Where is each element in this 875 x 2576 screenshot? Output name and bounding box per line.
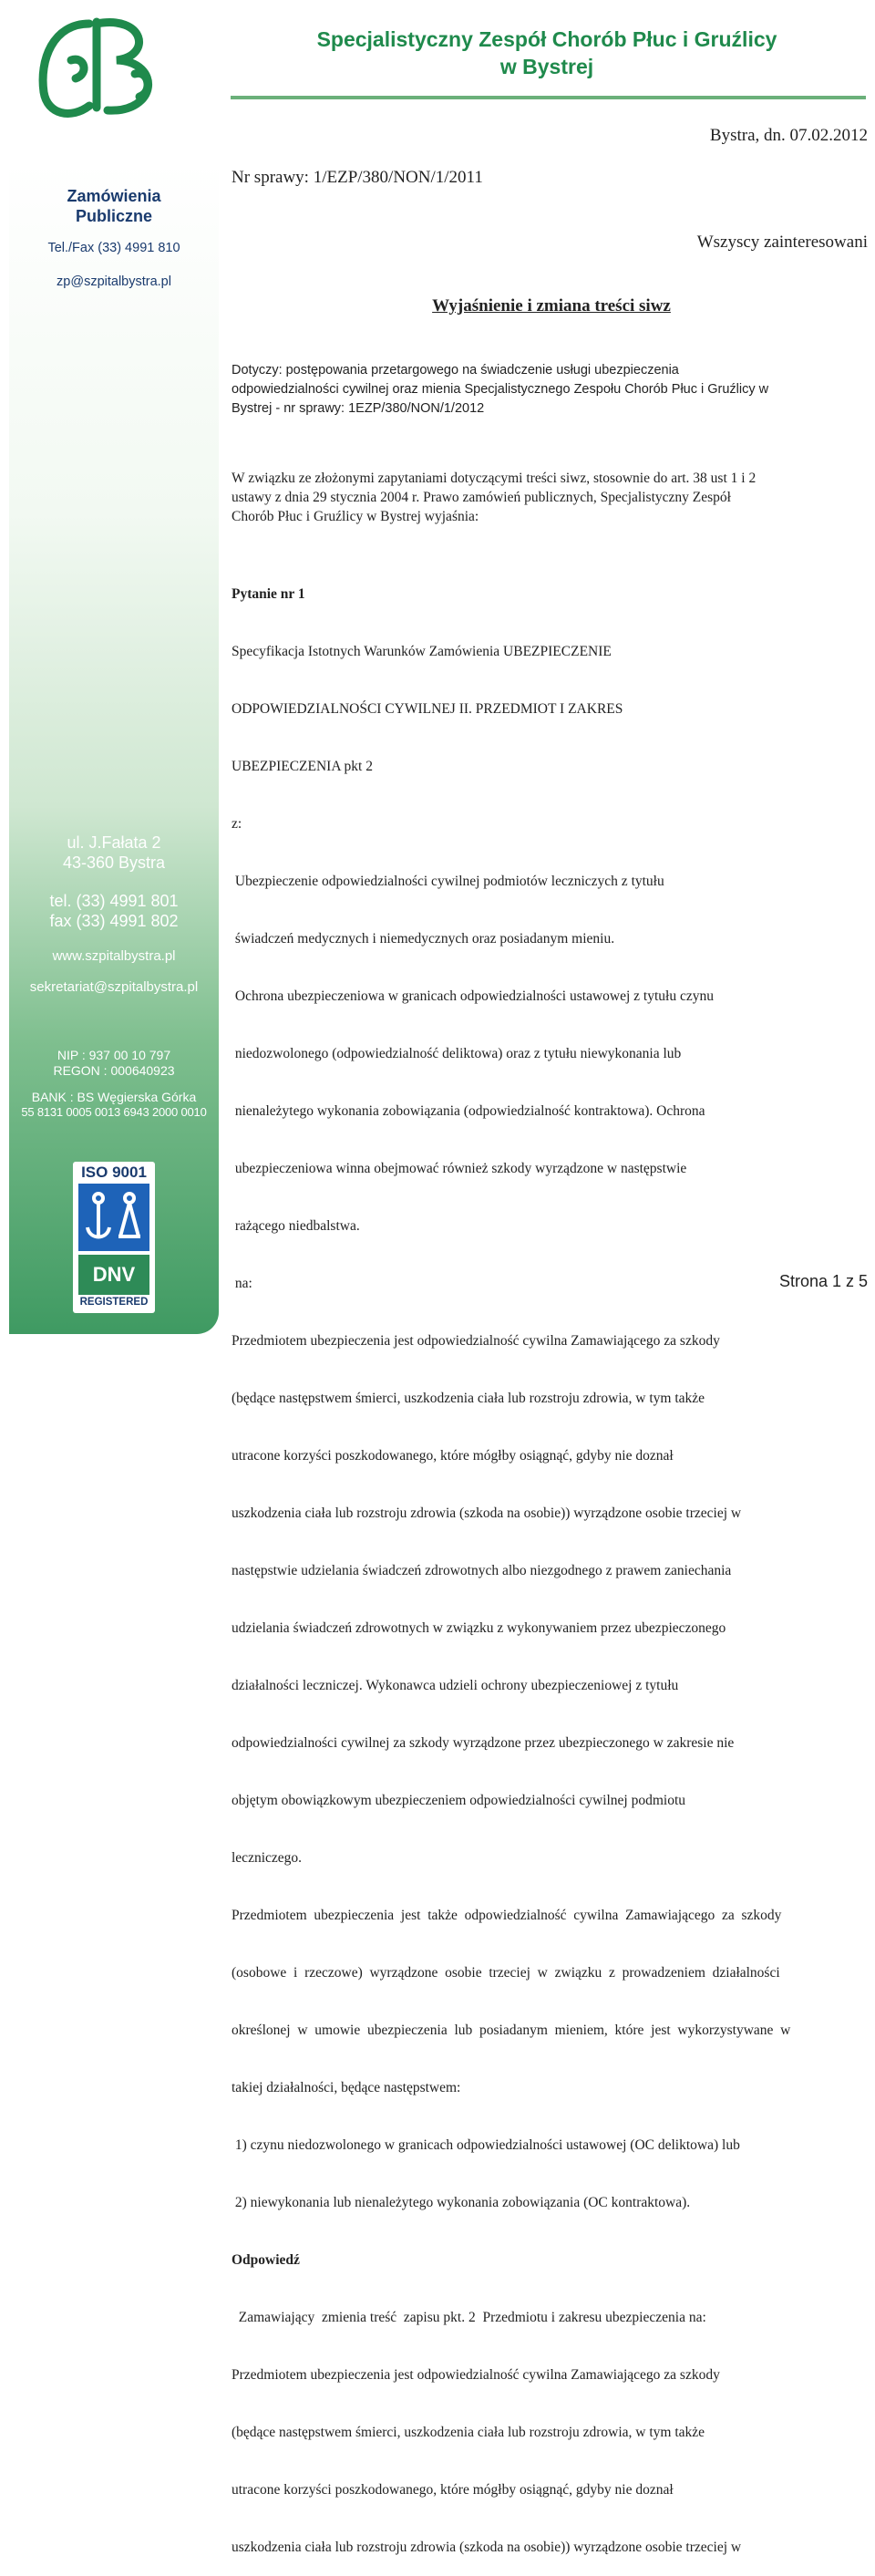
document-heading: Wyjaśnienie i zmiana treści siwz — [432, 296, 671, 316]
text-line: leczniczego. — [232, 1850, 303, 1866]
iso-label: ISO 9001 — [81, 1164, 147, 1181]
text-line: Ochrona ubezpieczeniowa w granicach odpowiedzialności ustawowej z tytułu czynu — [232, 988, 714, 1004]
text-line: Chorób Płuc i Gruźlicy w Bystrej wyjaśnia: — [232, 509, 479, 524]
text-line: uszkodzenia ciała lub rozstroju zdrowia (szkoda na osobie)) wyrządzone osobie trzeciej w — [232, 1505, 742, 1521]
text-line: ODPOWIEDZIALNOŚCI CYWILNEJ II. PRZEDMIOT I ZAKRES — [232, 701, 623, 717]
sidebar — [9, 162, 219, 1334]
dnv-logo — [78, 1255, 149, 1295]
question-title: Pytanie nr 1 — [232, 586, 305, 602]
bank-name: BANK : BS Węgierska Górka — [31, 1090, 197, 1104]
text-line: (osobowe i rzeczowe) wyrządzone osobie trzeciej w związku z prowadzeniem działalności — [232, 1965, 780, 1981]
text-line: ubezpieczeniowa winna obejmować również szkody wyrządzone w następstwie — [232, 1161, 687, 1176]
text-line: określonej w umowie ubezpieczenia lub posiadanym mieniem, które jest wykorzystywane w — [232, 2023, 791, 2038]
department-phone: Tel./Fax (33) 4991 810 — [47, 241, 180, 255]
department-line-1: Zamówienia — [67, 187, 161, 205]
text-line: niedozwolonego (odpowiedzialność deliktowa) oraz z tytułu niewykonania lub — [232, 1046, 682, 1061]
website-link[interactable]: www.szpitalbystra.pl — [52, 948, 176, 964]
intro-paragraph — [232, 469, 871, 526]
title-line-1: Specjalistyczny Zespół Chorób Płuc i Gruźlicy — [316, 27, 777, 51]
iso-certificate-badge — [73, 1162, 155, 1313]
text-line: objętym obowiązkowym ubezpieczeniem odpowiedzialności cywilnej podmiotu — [232, 1793, 686, 1808]
text-line: nienależytego wykonania zobowiązania (odpowiedzialność kontraktowa). Ochrona — [232, 1103, 705, 1119]
text-line: na: — [232, 1276, 252, 1291]
case-number: Nr sprawy: 1/EZP/380/NON/1/2011 — [232, 168, 483, 187]
page-number: Strona 1 z 5 — [778, 1272, 868, 1290]
sidebar-fax: fax (33) 4991 802 — [49, 912, 179, 930]
text-line: świadczeń medycznych i niemedycznych oraz posiadanym mieniu. — [232, 931, 615, 947]
text-line: Specyfikacja Istotnych Warunków Zamówienia UBEZPIECZENIE — [232, 644, 612, 659]
text-line: 1) czynu niedozwolonego w granicach odpowiedzialności ustawowej (OC deliktowa) lub — [232, 2137, 740, 2153]
sidebar-tel: tel. (33) 4991 801 — [49, 892, 179, 910]
text-line: utracone korzyści poszkodowanego, które mógłby osiągnąć, gdyby nie doznał — [232, 1448, 674, 1464]
text-line: ustawy z dnia 29 stycznia 2004 r. Prawo zamówień publicznych, Specjalistyczny Zespół — [232, 490, 731, 505]
text-line: (będące następstwem śmierci, uszkodzenia ciała lub rozstroju zdrowia, w tym także — [232, 2425, 705, 2440]
nip-number: NIP : 937 00 10 797 — [57, 1048, 171, 1062]
iso-anchor-icon — [78, 1184, 149, 1251]
hospital-logo-icon — [35, 5, 185, 124]
bank-account: 55 8131 0005 0013 6943 2000 0010 — [21, 1105, 207, 1119]
text-line: Przedmiotem ubezpieczenia jest odpowiedzialność cywilna Zamawiającego za szkody — [232, 2367, 720, 2383]
text-line: 2) niewykonania lub nienależytego wykonania zobowiązania (OC kontraktowa). — [232, 2195, 691, 2210]
address-line-1: ul. J.Fałata 2 — [67, 833, 161, 852]
text-line: takiej działalności, będące następstwem: — [232, 2080, 461, 2095]
address-line-2: 43-360 Bystra — [62, 853, 166, 872]
text-line: udzielania świadczeń zdrowotnych w związku z wykonywaniem przez ubezpieczonego — [232, 1620, 726, 1636]
text-line: UBEZPIECZENIA pkt 2 — [232, 759, 373, 774]
regon-number: REGON : 000640923 — [53, 1063, 175, 1078]
document-date: Bystra, dn. 07.02.2012 — [709, 126, 868, 145]
text-line: (będące następstwem śmierci, uszkodzenia ciała lub rozstroju zdrowia, w tym także — [232, 1391, 705, 1406]
regarding-paragraph — [232, 361, 871, 419]
text-line: Przedmiotem ubezpieczenia jest także odpowiedzialność cywilna Zamawiającego za szkody — [232, 1908, 782, 1923]
text-line: Zamawiający zmienia treść zapisu pkt. 2 Przedmiotu i zakresu ubezpieczenia na: — [232, 2310, 706, 2325]
recipient: Wszyscy zainteresowani — [696, 233, 868, 252]
text-line: działalności leczniczej. Wykonawca udzieli ochrony ubezpieczeniowej z tytułu — [232, 1678, 679, 1693]
text-line: z: — [232, 816, 242, 832]
institution-title — [228, 26, 866, 80]
text-line: rażącego niedbalstwa. — [232, 1218, 360, 1234]
text-line: następstwie udzielania świadczeń zdrowotnych albo niezgodnego z prawem zaniechania — [232, 1563, 732, 1578]
text-line: Dotyczy: postępowania przetargowego na świadczenie usługi ubezpieczenia — [232, 363, 679, 378]
secretariat-email[interactable]: sekretariat@szpitalbystra.pl — [29, 979, 199, 995]
text-line: uszkodzenia ciała lub rozstroju zdrowia (szkoda na osobie)) wyrządzone osobie trzeciej w — [232, 2540, 742, 2555]
header-divider — [231, 96, 866, 99]
text-line: Ubezpieczenie odpowiedzialności cywilnej podmiotów leczniczych z tytułu — [232, 874, 664, 889]
department-line-2: Publiczne — [75, 207, 152, 225]
text-line: Bystrej - nr sprawy: 1EZP/380/NON/1/2012 — [232, 401, 485, 416]
department-name — [9, 186, 219, 226]
text-line: Przedmiotem ubezpieczenia jest odpowiedzialność cywilna Zamawiającego za szkody — [232, 1333, 720, 1349]
text-line: odpowiedzialności cywilnej za szkody wyrządzone przez ubezpieczonego w zakresie nie — [232, 1735, 735, 1751]
text-line: odpowiedzialności cywilnej oraz mienia Specjalistycznego Zespołu Chorób Płuc i Gruźlicy w — [232, 382, 769, 397]
registered-label: REGISTERED — [79, 1297, 149, 1308]
dnv-label: DNV — [92, 1263, 136, 1286]
question-answer-section — [232, 546, 871, 2576]
text-line: W związku ze złożonymi zapytaniami dotyczącymi treści siwz, stosownie do art. 38 ust 1 i 2 — [232, 471, 757, 486]
title-line-2: w Bystrej — [499, 55, 594, 78]
answer-title: Odpowiedź — [232, 2252, 300, 2268]
text-line: utracone korzyści poszkodowanego, które mógłby osiągnąć, gdyby nie doznał — [232, 2482, 674, 2498]
department-email[interactable]: zp@szpitalbystra.pl — [57, 274, 171, 289]
